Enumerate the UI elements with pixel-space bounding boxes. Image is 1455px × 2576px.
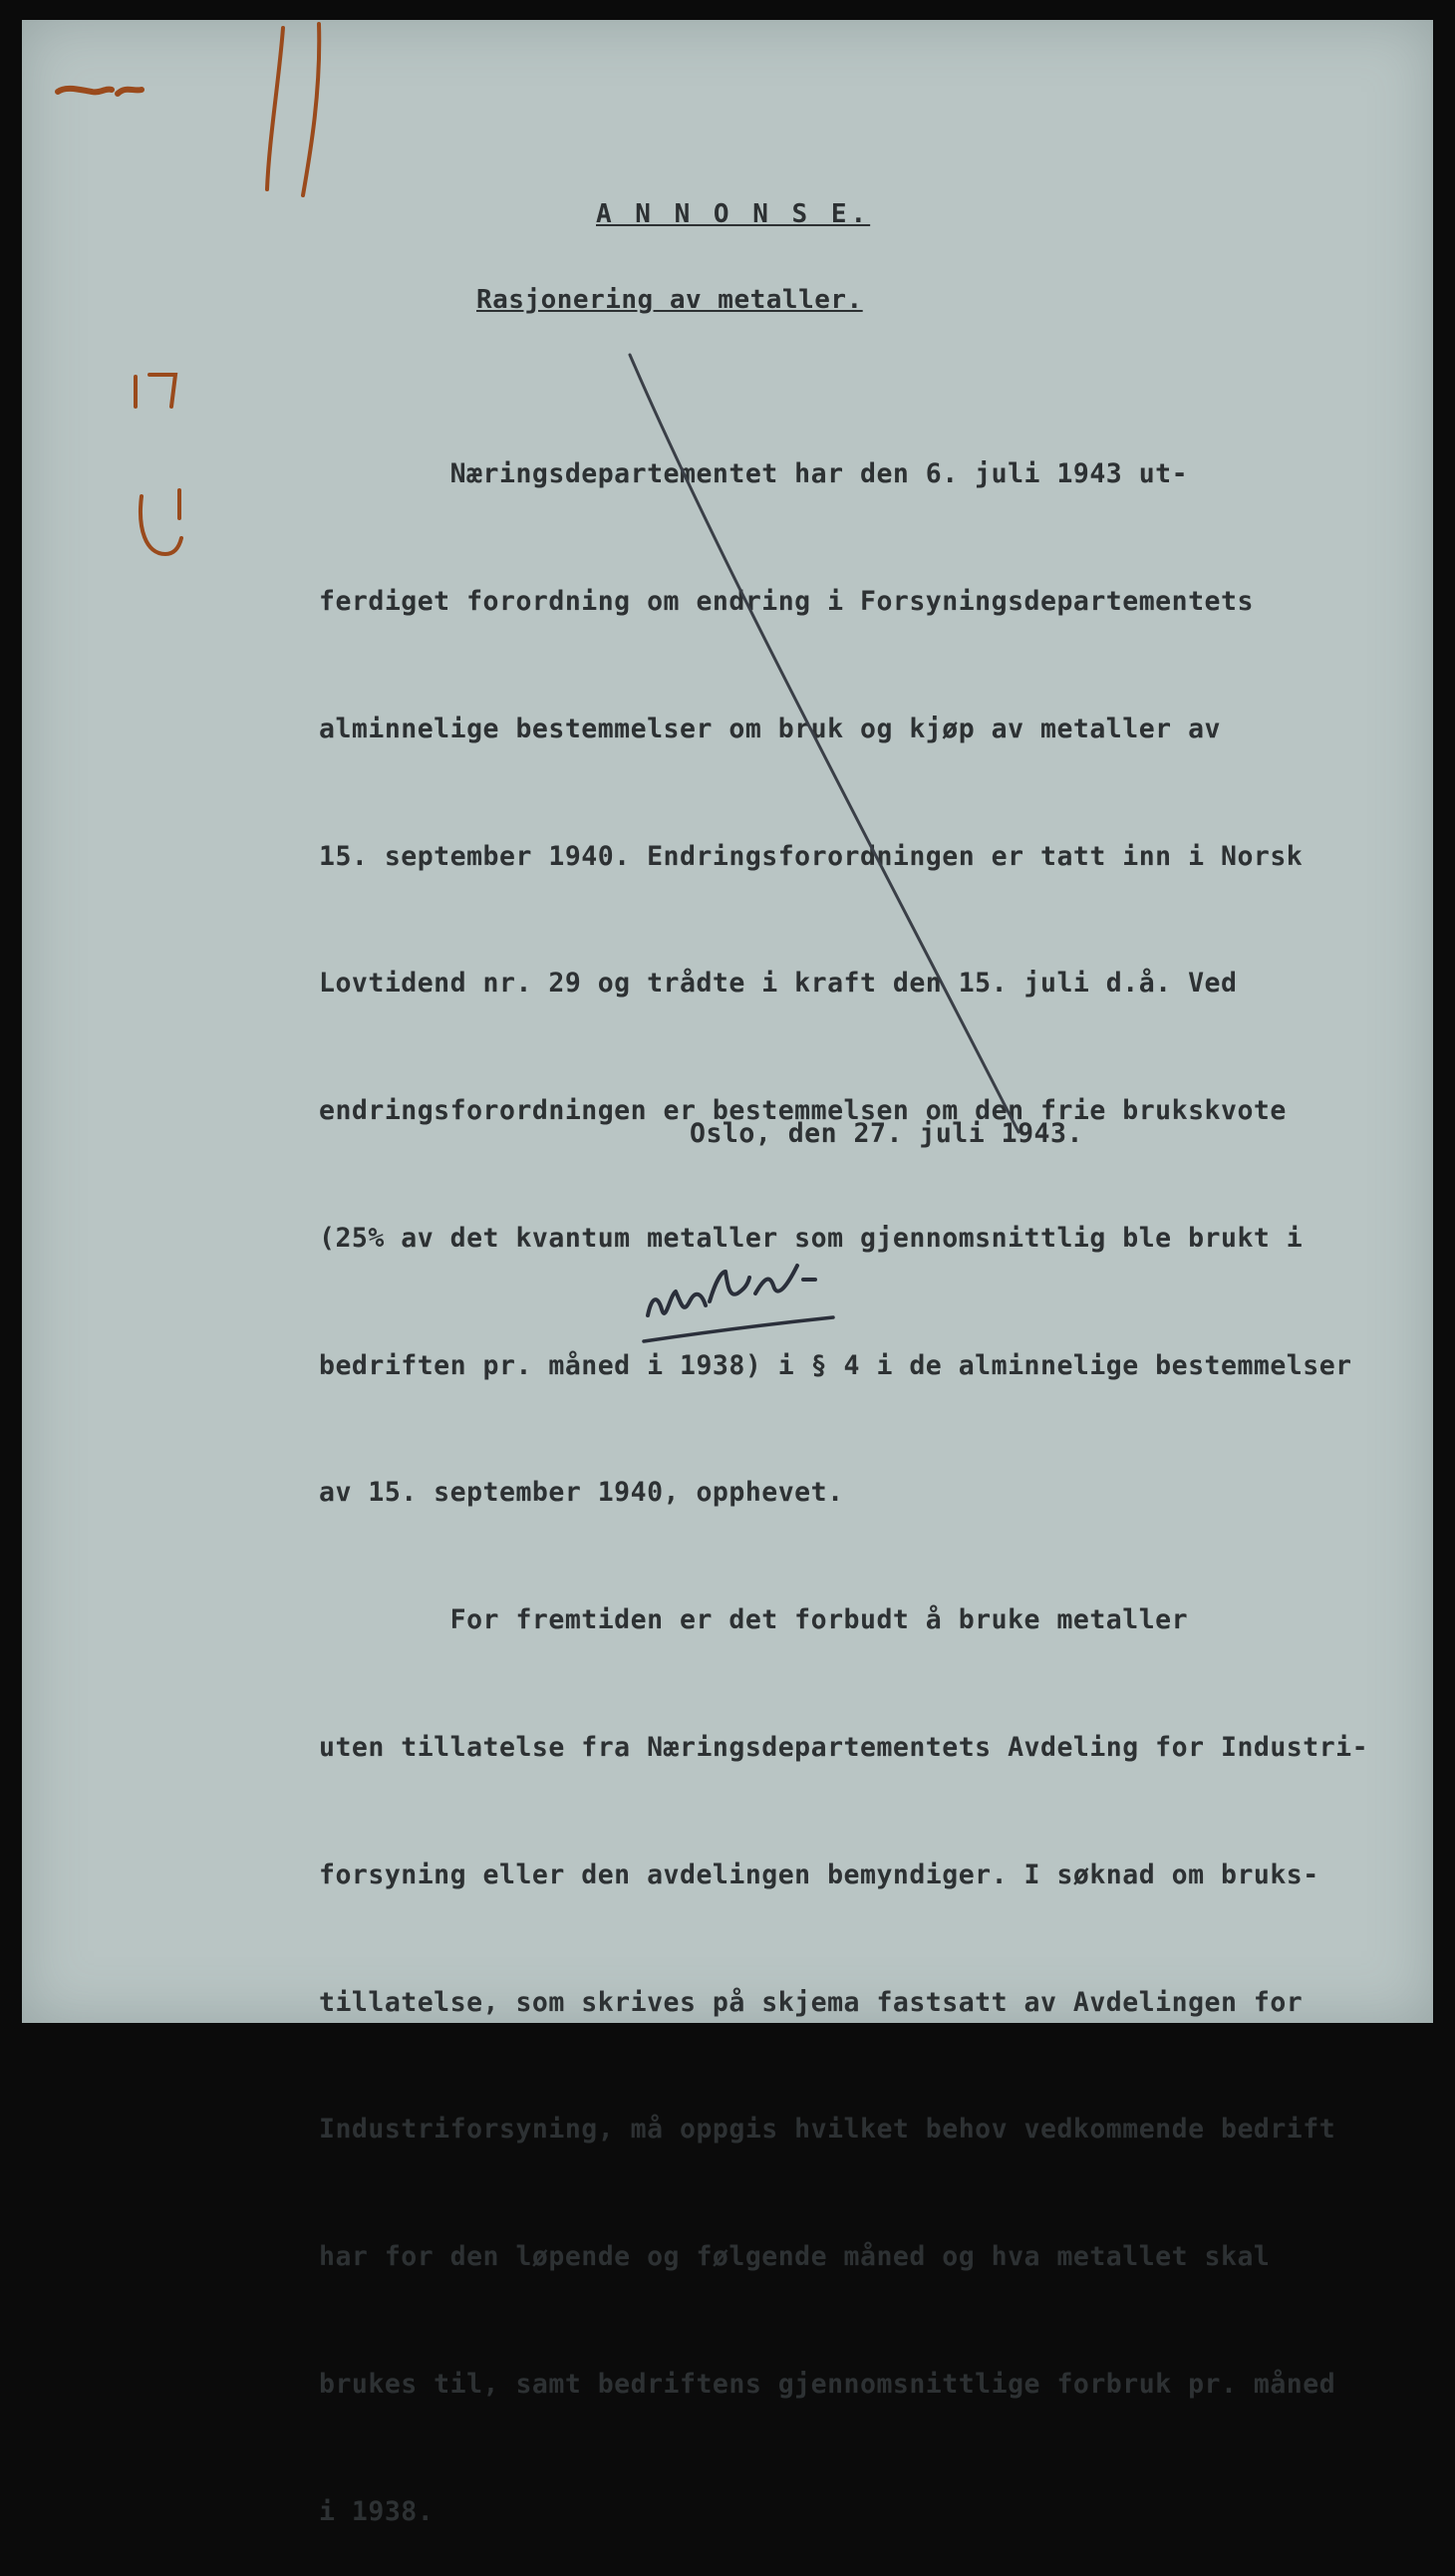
body-line: bedriften pr. måned i 1938) i § 4 i de alminnelige bestemmelser (319, 1349, 1352, 1381)
body-line: brukes til, samt bedriftens gjennomsnittlige forbruk pr. måned (319, 2368, 1336, 2400)
body-line: tillatelse, som skrives på skjema fastsatt av Avdelingen for (319, 1986, 1304, 2018)
body-line: av 15. september 1940, opphevet. (319, 1477, 844, 1509)
body-line: forsyning eller den avdelingen bemyndiger. I søknad om bruks- (319, 1859, 1319, 1890)
body-line: For fremtiden er det forbudt å bruke metaller (319, 1604, 1189, 1636)
body-line: uten tillatelse fra Næringsdepartementets Avdeling for Industri- (319, 1732, 1369, 1763)
body-line: Næringsdepartementet har den 6. juli 1943 ut- (319, 458, 1189, 490)
document-heading: A N N O N S E. (596, 199, 871, 229)
document-signoff: Oslo, den 27. juli 1943. (690, 1118, 1083, 1149)
body-line: i 1938. (319, 2495, 435, 2527)
body-line: alminnelige bestemmelser om bruk og kjøp av metaller av (319, 713, 1221, 744)
body-line: har for den løpende og følgende måned og hva metallet skal (319, 2241, 1271, 2273)
document-body (319, 369, 1368, 2576)
body-line: Lovtidend nr. 29 og trådte i kraft den 15. juli d.å. Ved (319, 968, 1238, 1000)
body-line: (25% av det kvantum metaller som gjennomsnittlig ble brukt i (319, 1222, 1304, 1254)
body-line: Industriforsyning, må oppgis hvilket behov vedkommende bedrift (319, 2114, 1336, 2146)
body-line: endringsforordningen er bestemmelsen om den frie brukskvote (319, 1095, 1287, 1127)
body-line: 15. september 1940. Endringsforordningen er tatt inn i Norsk (319, 840, 1304, 872)
document-subheading: Rasjonering av metaller. (476, 285, 863, 315)
body-line: ferdiget forordning om endring i Forsyningsdepartementets (319, 585, 1254, 617)
